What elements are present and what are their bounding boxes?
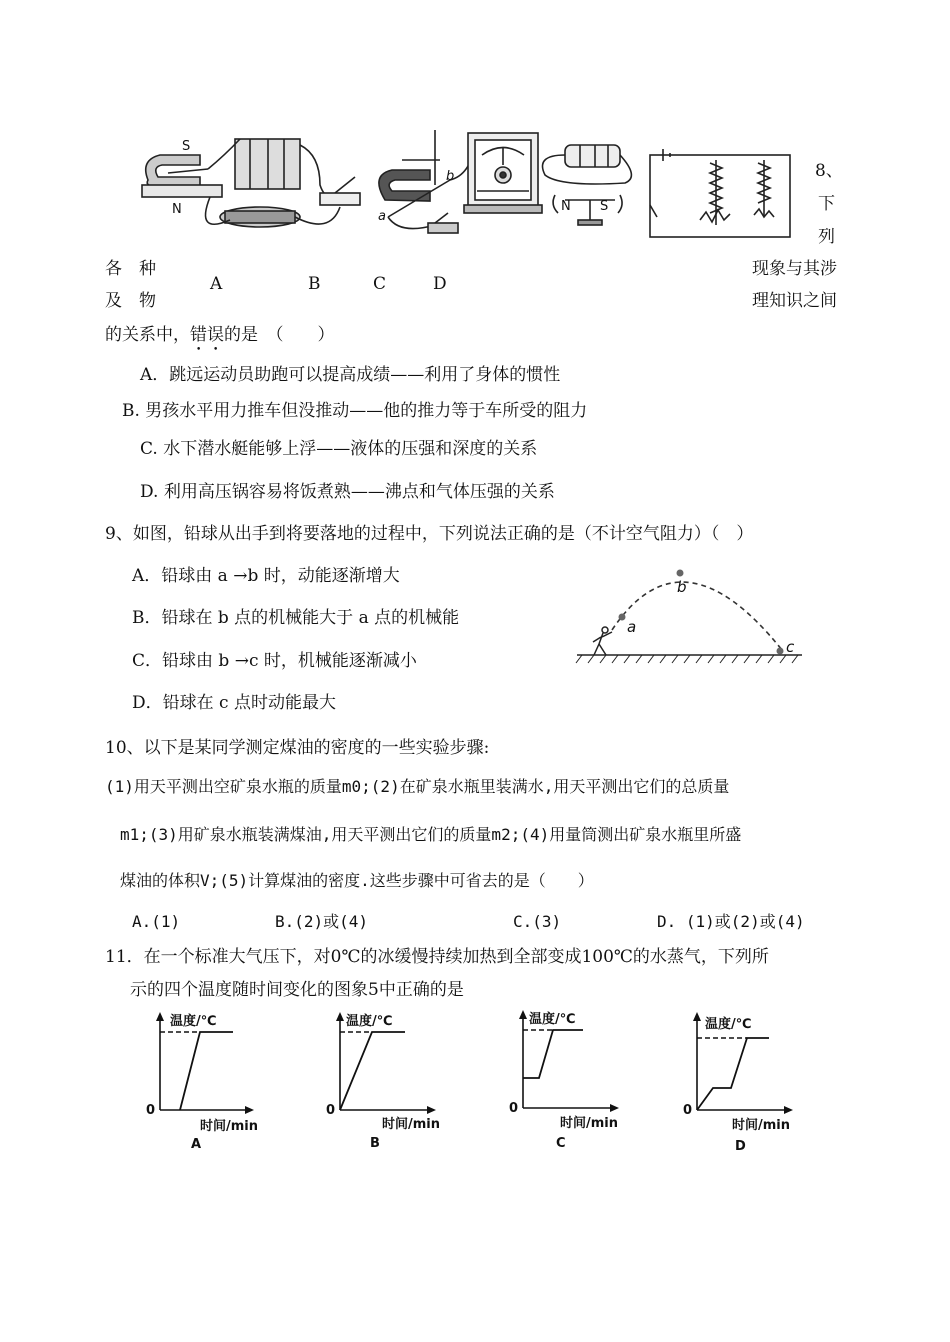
graph-c-xlabel: 时间/min bbox=[560, 1116, 619, 1131]
q8-xia: 下 bbox=[818, 194, 835, 214]
graph-d-letter: D bbox=[735, 1139, 746, 1154]
graph-a-letter: A bbox=[191, 1137, 202, 1152]
graph-d bbox=[677, 1010, 847, 1155]
q10-line1: (1)用天平测出空矿泉水瓶的质量m0;(2)在矿泉水瓶里装满水,用天平测出它们的总质量 bbox=[105, 777, 730, 796]
q8-option-a: A．跳远运动员助跑可以提高成绩——利用了身体的惯性 bbox=[140, 365, 561, 385]
graph-b-curve bbox=[340, 1032, 405, 1110]
graph-b bbox=[320, 1010, 490, 1155]
q9-option-d: D．铅球在 c 点时动能最大 bbox=[132, 693, 336, 713]
q8-lie: 列 bbox=[818, 227, 835, 247]
graph-c-letter: C bbox=[556, 1136, 566, 1151]
point-b-label: b bbox=[677, 578, 687, 596]
q8-left-line2: 及 物 bbox=[105, 291, 156, 311]
q9-stem: 9、如图，铅球从出手到将要落地的过程中，下列说法正确的是（不计空气阻力）（ ） bbox=[105, 524, 754, 544]
q10-option-d: D. (1)或(2)或(4) bbox=[657, 912, 805, 931]
q8-fig-label-a: A bbox=[210, 274, 223, 294]
q10-option-b: B.(2)或(4) bbox=[275, 912, 369, 931]
q10-stem: 10、以下是某同学测定煤油的密度的一些实验步骤: bbox=[105, 738, 490, 758]
q8-option-b: B. 男孩水平用力推车但没推动——他的推力等于车所受的阻力 bbox=[122, 401, 588, 421]
q8-left-line1: 各 种 bbox=[105, 259, 156, 279]
graph-a-curve bbox=[180, 1032, 233, 1110]
fig-d-n-label: N bbox=[561, 199, 571, 214]
q10-line3: 煤油的体积V;(5)计算煤油的密度.这些步骤中可省去的是（ ） bbox=[120, 871, 594, 890]
graph-b-ylabel: 温度/℃ bbox=[346, 1014, 393, 1029]
q8-stem: 的关系中，错误的是 （ ） bbox=[105, 325, 335, 345]
graph-d-ylabel: 温度/℃ bbox=[705, 1017, 752, 1032]
q10-line2: m1;(3)用矿泉水瓶装满煤油,用天平测出它们的质量m2;(4)用量筒测出矿泉水瓶里所盛 bbox=[120, 825, 742, 844]
fig-a-s-label: S bbox=[182, 139, 191, 154]
q8-number: 8、 bbox=[815, 161, 843, 181]
fig-d-coil-compass bbox=[543, 145, 632, 225]
point-c-label: c bbox=[786, 638, 795, 656]
point-b-ball bbox=[677, 570, 684, 577]
q11-line1: 11．在一个标准大气压下，对0℃的冰缓慢持续加热到全部变成100℃的水蒸气，下列所 bbox=[105, 947, 769, 967]
q10-option-c: C.(3) bbox=[513, 912, 562, 931]
fig-e-electromagnet-circuit bbox=[650, 149, 790, 237]
q9-option-c: C．铅球由 b →c 时，机械能逐渐减小 bbox=[132, 651, 417, 671]
q9-option-a: A．铅球由 a →b 时，动能逐渐增大 bbox=[132, 566, 400, 586]
q9-shot-put-figure bbox=[572, 560, 807, 670]
fig-a-n-label: N bbox=[172, 202, 182, 217]
graph-d-origin: 0 bbox=[683, 1103, 693, 1118]
q8-fig-label-c: C bbox=[373, 274, 387, 294]
point-a-ball bbox=[619, 614, 626, 621]
q8-right-line1: 现象与其涉 bbox=[752, 259, 837, 279]
point-c-ball bbox=[777, 648, 784, 655]
q8-option-c: C. 水下潜水艇能够上浮——液体的压强和深度的关系 bbox=[140, 439, 538, 459]
q8-fig-label-d: D bbox=[433, 274, 447, 294]
graph-c-curve bbox=[523, 1030, 583, 1078]
q8-fig-label-b: B bbox=[308, 274, 321, 294]
fig-c-galvanometer bbox=[464, 133, 542, 213]
q8-figure-strip bbox=[130, 125, 820, 250]
graph-c-ylabel: 温度/℃ bbox=[529, 1012, 576, 1027]
q11-line2: 示的四个温度随时间变化的图象5中正确的是 bbox=[130, 980, 464, 1000]
q8-stem-emphasis: 错误 bbox=[190, 325, 224, 345]
graph-b-letter: B bbox=[370, 1136, 380, 1151]
fig-b-b-label: b bbox=[446, 169, 455, 184]
athlete-figure bbox=[593, 627, 612, 655]
graph-b-xlabel: 时间/min bbox=[382, 1117, 441, 1132]
graph-a-xlabel: 时间/min bbox=[200, 1119, 259, 1134]
graph-a bbox=[140, 1010, 310, 1155]
graph-a-origin: 0 bbox=[146, 1103, 156, 1118]
q8-option-d: D. 利用高压锅容易将饭煮熟——沸点和气体压强的关系 bbox=[140, 482, 555, 502]
graph-b-origin: 0 bbox=[326, 1103, 336, 1118]
point-a-label: a bbox=[627, 618, 637, 636]
q10-option-a: A.(1) bbox=[132, 912, 181, 931]
fig-d-s-label: S bbox=[600, 199, 609, 214]
graph-c bbox=[503, 1008, 673, 1153]
graph-c-origin: 0 bbox=[509, 1101, 519, 1116]
graph-a-ylabel: 温度/℃ bbox=[170, 1014, 217, 1029]
graph-d-curve bbox=[697, 1038, 769, 1110]
q8-right-line2: 理知识之间 bbox=[752, 291, 837, 311]
q9-option-b: B．铅球在 b 点的机械能大于 a 点的机械能 bbox=[132, 608, 460, 628]
fig-b-a-label: a bbox=[378, 209, 386, 224]
fig-b-magnet-conductor bbox=[379, 130, 475, 233]
graph-d-xlabel: 时间/min bbox=[732, 1118, 791, 1133]
